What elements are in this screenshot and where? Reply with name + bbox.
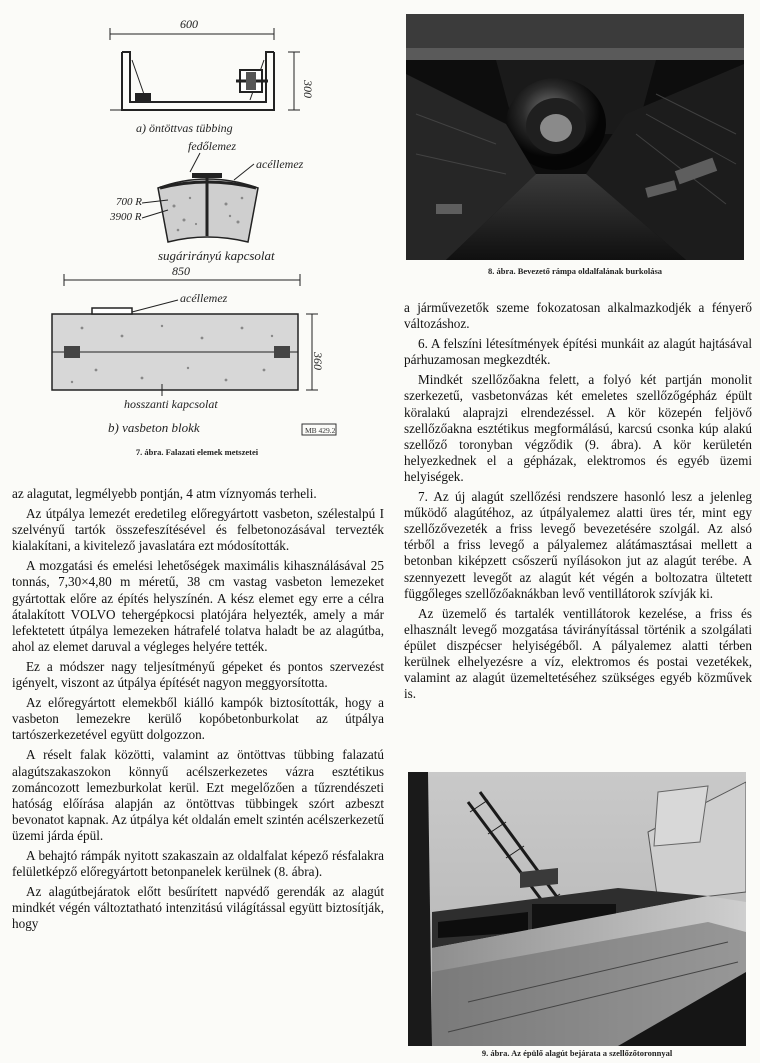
dim-850: 850 — [172, 264, 190, 278]
paragraph: 6. A felszíni létesítmények építési munkáit az alagút hajtásával párhuzamosan megkezdték. — [404, 336, 752, 368]
label-acellemez-2: acéllemez — [180, 291, 228, 305]
radial-joint-section — [158, 173, 258, 242]
right-text-column — [404, 300, 752, 706]
label-a-tubbing: a) öntöttvas tübbing — [136, 121, 233, 135]
paragraph: Az alagútbejáratok előtt besűrített napvédő gerendák az alagút mindkét végén változtatható intenzitású világítással együtt biztosítják, hogy — [12, 884, 384, 932]
tubbing-section — [110, 52, 274, 110]
left-text-column — [12, 486, 384, 936]
label-3900r: 3900 R — [110, 211, 142, 223]
paragraph: Az útpálya lemezét eredetileg előregyártott vasbeton, szélestalpú I szelvényű tartók összefeszítésével és felbetonozásával tervezték kialakítani, a kivitelező javaslatára ezt módosították. — [12, 506, 384, 554]
stamp: MB 429.2 — [305, 426, 336, 435]
paragraph: az alagutat, legmélyebb pontján, 4 atm víznyomás terheli. — [12, 486, 317, 501]
paragraph: A behajtó rámpák nyitott szakaszain az oldalfalat képező résfalakra felületképző előregyártott betonpanelek kerülnek (8. ábra). — [12, 847, 384, 880]
paragraph: a járművezetők szeme fokozatosan alkalmazkodjék a fényerő változáshoz. — [404, 300, 752, 332]
concrete-block-section — [52, 308, 298, 390]
paragraph: Mindkét szellőzőakna felett, a folyó két partján monolit szerkezetű, vasbetonvázas két emeletes szellőzőgépház épült köralakú alaprajzi elrendezéssel. A kör közepén feljövő szellőzőakna esztétikus megformálású, karcsú csonka kúp alakú szellőző toronyban végződik (9. ábra). A kör kerületén helyezkednek el a gépházak, elektromos és egyéb üzemi helyiségek. — [404, 372, 752, 484]
label-700r: 700 R — [116, 196, 142, 208]
figure-8-caption: 8. ábra. Bevezető rámpa oldalfalának burkolása — [487, 266, 663, 276]
paragraph: Az előregyártott elemekből kiálló kampók biztosították, hogy a vasbeton lemezekre kerülő kopóbetonburkolat az útpálya tartószerkezetével együtt dolgozzon. — [12, 695, 384, 743]
label-sugarirany: sugárirányú kapcsolat — [158, 248, 275, 263]
label-hosszanti: hosszanti kapcsolat — [124, 397, 218, 411]
label-acellemez-1: acéllemez — [256, 157, 304, 171]
figure-8-photo — [406, 14, 744, 260]
paragraph: 7. Az új alagút szellőzési rendszere hasonló lesz a jelenleg működő alagútéhoz, az útpályalemez alatti üres tér, mint egy szellőzővezeték a friss levegő bevezetésére szolgál. Az alsó térből a friss levegő a pályalemez alátámasztásai mellett a betonban kiképzett csőszerű nyílásokon jut az alagút terébe. A szennyezett levegőt az alagút két végén a boltozatra ültetett függőleges szellőzőaknákban levő ventillátorok szívják ki. — [404, 489, 752, 601]
label-b-blokk: b) vasbeton blokk — [108, 420, 200, 435]
dim-600: 600 — [180, 17, 198, 31]
paragraph: A mozgatási és emelési lehetőségek maximális kihasználásával 25 tonnás, 7,30×4,80 m méretű, 38 cm vastag vasbeton lemezeket gyártottak előre az építés helyszínén. A kész elemet egy erre a célra átalakított VOLVO tehergépkocsi platójára helyezték, amely a már lefektetett útpálya lemezeken hátrafelé tolatva haladt be az alagútba, ahol az elemet daruval a végleges helyére tették. — [12, 558, 384, 654]
label-fedolemez: fedőlemez — [188, 139, 236, 153]
paragraph: Az üzemelő és tartalék ventillátorok kezelése, a friss és elhasznált levegő mozgatása távirányítással történik a szolgálati épület diszpécser helyiségéből. A pályalemez alatti térben kerülnek elhelyezésre a víz, elektromos és postai vezetékek, valamint az alagút üzemeltetéséhez szükséges egyéb közművek is. — [404, 605, 752, 702]
paragraph: Ez a módszer nagy teljesítményű gépeket és pontos szervezést igényelt, viszont az útpálya építését nagyon meggyorsította. — [12, 658, 384, 691]
dim-360: 360 — [311, 352, 325, 370]
dim-300: 300 — [301, 80, 315, 98]
figure-7-drawing — [12, 10, 382, 462]
paragraph: A réselt falak közötti, valamint az öntöttvas tübbing falazatú alagútszakaszokon könnyű acélszerkezetes vázra esztétikus zománcozott lemezburkolat kerül. Ezt megelőzően a tűzrendészeti hatóság előírása alapján az öntöttvas tübbingek szórt azbeszt bevonatot kapnak. Az útpálya két oldalán emelt szintén acélszerkezetű üzemi járda épül. — [12, 747, 384, 843]
figure-9-caption: 9. ábra. Az épülő alagút bejárata a szellőzőtoronnyal — [481, 1048, 673, 1058]
figure-7-caption: 7. ábra. Falazati elemek metszetei — [135, 447, 259, 457]
figure-9-photo — [408, 772, 746, 1046]
